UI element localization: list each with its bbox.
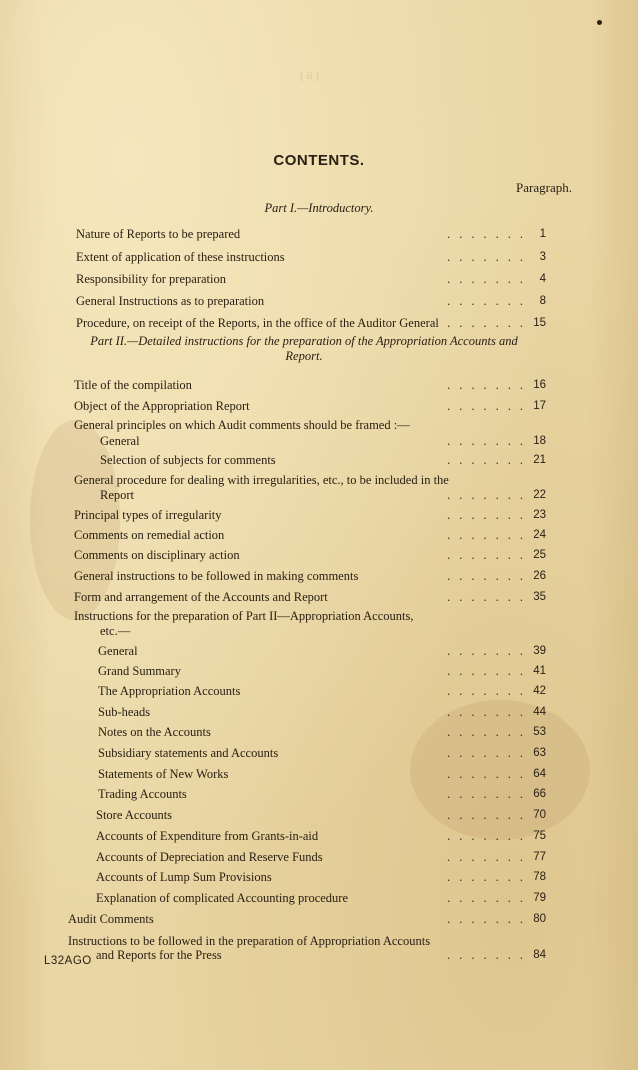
toc-entry [0, 272, 638, 288]
dot-leader: ....... [447, 569, 532, 583]
toc-entry-paragraph: 16 [533, 379, 546, 391]
toc-entry-title: General [100, 434, 140, 448]
dot-leader: ....... [447, 912, 532, 926]
toc-entry [0, 508, 638, 524]
toc-entry-paragraph: 35 [533, 591, 546, 603]
toc-entry [0, 948, 638, 964]
toc-entry [0, 453, 638, 469]
toc-entry [0, 746, 638, 762]
part2-heading: Part II.—Detailed instructions for the preparation of the Appropriation Accounts and Report. [90, 334, 518, 363]
dot-leader: ....... [447, 272, 532, 286]
toc-entry [0, 870, 638, 886]
dot-leader: ....... [447, 548, 532, 562]
toc-entry [0, 418, 638, 434]
page-number: [ ii ] [300, 70, 319, 82]
part1-heading: Part I.—Introductory. [264, 201, 374, 215]
toc-entry-paragraph: 78 [533, 871, 546, 883]
dot-leader: ....... [447, 227, 532, 241]
toc-entry-title: Explanation of complicated Accounting procedure [96, 891, 348, 905]
toc-entry-paragraph: 41 [533, 665, 546, 677]
toc-entry [0, 609, 638, 625]
dot-leader: ....... [447, 434, 532, 448]
toc-entry-title: General principles on which Audit comments should be framed :— [74, 418, 410, 432]
toc-entry [0, 725, 638, 741]
toc-entry-title: Statements of New Works [98, 767, 229, 781]
toc-entry-title: Selection of subjects for comments [100, 453, 276, 467]
toc-entry-paragraph: 4 [539, 273, 546, 285]
toc-entry [0, 378, 638, 394]
toc-entry-title: Principal types of irregularity [74, 508, 222, 522]
toc-entry-title: The Appropriation Accounts [98, 684, 241, 698]
toc-entry-title: Accounts of Expenditure from Grants-in-aid [96, 829, 319, 843]
toc-entry-paragraph: 42 [533, 685, 546, 697]
toc-entry [0, 891, 638, 907]
paragraph-column-header: Paragraph. [516, 180, 572, 195]
toc-entry [0, 624, 638, 640]
toc-entry [0, 488, 638, 504]
toc-entry-title: Title of the compilation [74, 378, 192, 392]
toc-entry-title: Instructions for the preparation of Part II—Appropriation Accounts, [74, 609, 414, 623]
toc-entry-paragraph: 84 [533, 949, 546, 961]
toc-entry-title: Subsidiary statements and Accounts [98, 746, 279, 760]
toc-entry-paragraph: 18 [533, 435, 546, 447]
toc-entry-title: Trading Accounts [98, 787, 187, 801]
contents-title: CONTENTS. [273, 152, 365, 169]
toc-entry-paragraph: 39 [533, 645, 546, 657]
dot-leader: ....... [447, 250, 532, 264]
dot-leader: ....... [447, 453, 532, 467]
toc-entry-paragraph: 21 [533, 454, 546, 466]
dot-leader: ....... [447, 808, 532, 822]
toc-entry-title: Nature of Reports to be prepared [76, 227, 241, 241]
toc-entry-paragraph: 64 [533, 768, 546, 780]
toc-entry-paragraph: 8 [539, 295, 546, 307]
toc-entry-title: General instructions to be followed in making comments [74, 569, 359, 583]
toc-entry-title: General Instructions as to preparation [76, 294, 265, 308]
toc-entry-paragraph: 75 [533, 830, 546, 842]
dot-leader: ....... [447, 528, 532, 542]
dot-leader: ....... [447, 590, 532, 604]
toc-entry-paragraph: 66 [533, 788, 546, 800]
toc-entry-paragraph: 23 [533, 509, 546, 521]
dot-leader: ....... [447, 891, 532, 905]
toc-entry-title: Extent of application of these instructions [76, 250, 285, 264]
toc-entry-title: General procedure for dealing with irregularities, etc., to be included in the [74, 473, 449, 487]
toc-entry [0, 808, 638, 824]
dot-leader: ....... [447, 787, 532, 801]
toc-entry-title: and Reports for the Press [96, 948, 222, 962]
footer-code: L32AGO [44, 955, 92, 967]
toc-entry-paragraph: 79 [533, 892, 546, 904]
toc-entry-title: Report [100, 488, 135, 502]
toc-entry [0, 548, 638, 564]
dot-leader: ....... [447, 316, 532, 330]
dot-leader: ....... [447, 508, 532, 522]
dot-leader: ....... [447, 829, 532, 843]
toc-entry-paragraph: 22 [533, 489, 546, 501]
toc-entry-paragraph: 25 [533, 549, 546, 561]
toc-entry-title: etc.— [100, 624, 131, 638]
toc-entry-paragraph: 44 [533, 706, 546, 718]
dot-leader: ....... [447, 684, 532, 698]
toc-entry-paragraph: 63 [533, 747, 546, 759]
dot-leader: ....... [447, 488, 532, 502]
toc-entry [0, 912, 638, 928]
toc-entry-paragraph: 70 [533, 809, 546, 821]
toc-entry [0, 294, 638, 310]
toc-entry-title: General [98, 644, 138, 658]
toc-entry-paragraph: 17 [533, 400, 546, 412]
toc-entry-title: Instructions to be followed in the preparation of Appropriation Accounts [68, 934, 431, 948]
dot-leader: ....... [447, 746, 532, 760]
dot-leader: ....... [447, 850, 532, 864]
toc-entry [0, 829, 638, 845]
dot-leader: ....... [447, 644, 532, 658]
toc-entry-title: Form and arrangement of the Accounts and Report [74, 590, 328, 604]
dot-leader: ....... [447, 294, 532, 308]
dot-leader: ....... [447, 664, 532, 678]
toc-entry-title: Comments on disciplinary action [74, 548, 240, 562]
toc-entry [0, 227, 638, 243]
toc-entry [0, 250, 638, 266]
toc-entry-title: Sub-heads [98, 705, 151, 719]
toc-entry-paragraph: 80 [533, 913, 546, 925]
ink-speck [597, 20, 602, 25]
toc-entry [0, 705, 638, 721]
dot-leader: ....... [447, 378, 532, 392]
toc-entry-title: Responsibility for preparation [76, 272, 226, 286]
toc-entry-title: Comments on remedial action [74, 528, 225, 542]
toc-entry-paragraph: 3 [539, 251, 546, 263]
toc-entry-title: Accounts of Depreciation and Reserve Funds [96, 850, 323, 864]
toc-entry-title: Procedure, on receipt of the Reports, in the office of the Auditor General [76, 316, 439, 330]
toc-entry [0, 684, 638, 700]
dot-leader: ....... [447, 399, 532, 413]
toc-entry-paragraph: 1 [539, 228, 546, 240]
toc-entry [0, 767, 638, 783]
toc-entry [0, 664, 638, 680]
dot-leader: ....... [447, 705, 532, 719]
dot-leader: ....... [447, 948, 532, 962]
toc-entry-title: Object of the Appropriation Report [74, 399, 250, 413]
toc-entry-paragraph: 24 [533, 529, 546, 541]
toc-entry-title: Audit Comments [68, 912, 154, 926]
dot-leader: ....... [447, 870, 532, 884]
toc-entry-title: Grand Summary [98, 664, 181, 678]
toc-entry-title: Store Accounts [96, 808, 173, 822]
toc-entry-title: Accounts of Lump Sum Provisions [96, 870, 272, 884]
toc-entry-paragraph: 53 [533, 726, 546, 738]
dot-leader: ....... [447, 767, 532, 781]
toc-entry [0, 473, 638, 489]
toc-entry [0, 644, 638, 660]
dot-leader: ....... [447, 725, 532, 739]
toc-entry [0, 569, 638, 585]
toc-entry [0, 787, 638, 803]
toc-entry [0, 399, 638, 415]
toc-entry-paragraph: 77 [533, 851, 546, 863]
toc-entry [0, 590, 638, 606]
toc-entry [0, 316, 638, 332]
toc-entry-paragraph: 15 [533, 317, 546, 329]
toc-entry [0, 528, 638, 544]
toc-entry-paragraph: 26 [533, 570, 546, 582]
toc-entry [0, 434, 638, 450]
toc-entry [0, 850, 638, 866]
toc-entry-title: Notes on the Accounts [98, 725, 211, 739]
